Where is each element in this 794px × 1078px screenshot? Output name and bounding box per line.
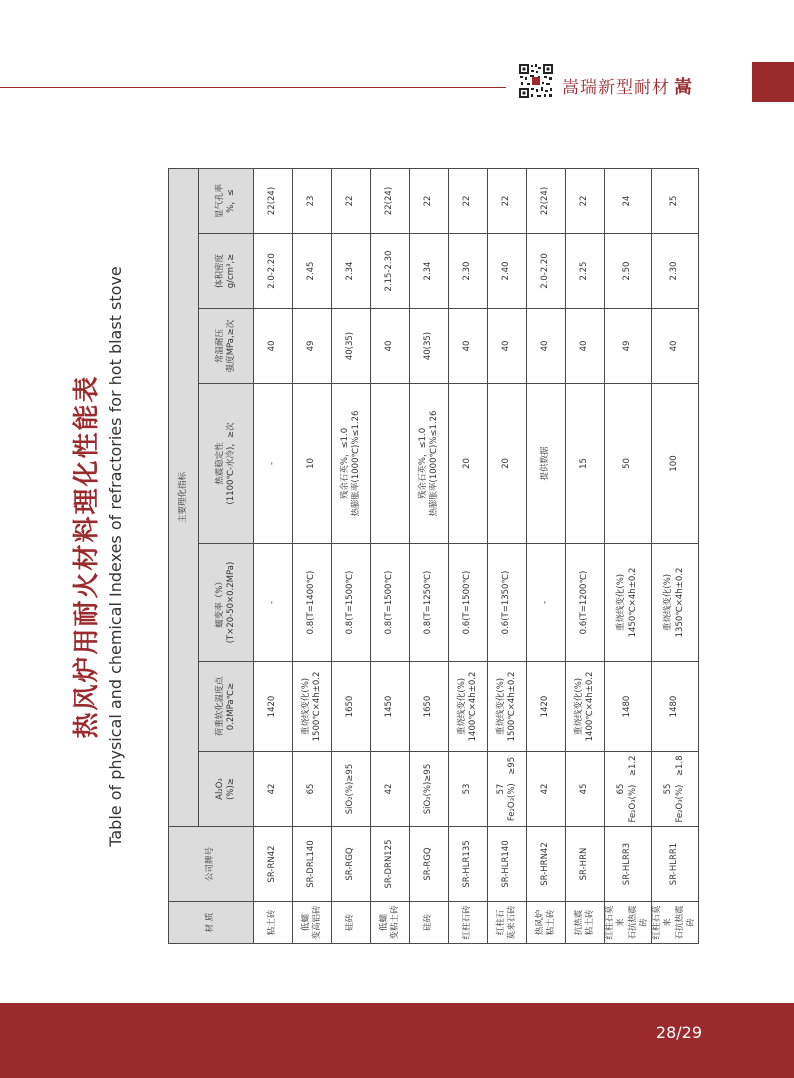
cell-al2o3: 53: [449, 752, 488, 827]
cell-bulk-density: 2.45: [293, 234, 332, 309]
header-rule: [0, 87, 506, 88]
cell-thermal-shock: 50: [605, 384, 652, 544]
header-material: 材 质: [169, 902, 254, 944]
cell-cold-strength: 40(35): [332, 309, 371, 384]
cell-load-softening: 1650: [332, 662, 371, 752]
cell-porosity: 22: [566, 168, 605, 233]
header-porosity: 显气孔率 %，≤: [199, 168, 254, 233]
cell-cold-strength: 40: [254, 309, 293, 384]
cell-thermal-shock: 20: [488, 384, 527, 544]
table-row: [488, 168, 527, 943]
cell-material: 红柱石莫来 石抗热震砖: [605, 902, 652, 944]
table-row: [410, 168, 449, 943]
title-en: Table of physical and chemical Indexes of refractories for hot blast stove: [106, 266, 125, 847]
cell-thermal-shock: 100: [651, 384, 698, 544]
cell-brand: SR-RGQ: [410, 827, 449, 902]
cell-al2o3: 45: [566, 752, 605, 827]
cell-brand: SR-RN42: [254, 827, 293, 902]
cell-material: 红柱石砖: [449, 902, 488, 944]
cell-load-softening: 1650: [410, 662, 449, 752]
cell-al2o3: 55 Fe₂O₃(%) ≥1.8: [651, 752, 698, 827]
cell-porosity: 22: [449, 168, 488, 233]
cell-material: 硅砖: [332, 902, 371, 944]
cell-bulk-density: 2.34: [332, 234, 371, 309]
cell-bulk-density: 2.0-2.20: [254, 234, 293, 309]
cell-load-softening: 重烧线变化(%) 1500℃×4h±0.2: [488, 662, 527, 752]
cell-cold-strength: 40: [527, 309, 566, 384]
cell-al2o3: 57 Fe₂O₃(%) ≥95: [488, 752, 527, 827]
cell-load-softening: 重烧线变化(%) 1500℃×4h±0.2: [293, 662, 332, 752]
cell-brand: SR-HRN: [566, 827, 605, 902]
rotated-table-panel: [72, 169, 697, 944]
cell-bulk-density: 2.15-2.30: [371, 234, 410, 309]
cell-al2o3: 42: [371, 752, 410, 827]
cell-al2o3: 65 Fe₂O₃(%) ≥1.2: [605, 752, 652, 827]
cell-porosity: 22: [332, 168, 371, 233]
cell-material: 抗热震 粘土砖: [566, 902, 605, 944]
cell-material: 红柱石莫来 石抗热震砖: [651, 902, 698, 944]
cell-cold-strength: 49: [293, 309, 332, 384]
cell-brand: SR-DRL140: [293, 827, 332, 902]
properties-table: [168, 168, 699, 944]
table-row: [651, 168, 698, 943]
cell-bulk-density: 2.40: [488, 234, 527, 309]
cell-material: 粘土砖: [254, 902, 293, 944]
cell-cold-strength: 40(35): [410, 309, 449, 384]
cell-al2o3: SiO₂(%)≥95: [410, 752, 449, 827]
cell-thermal-shock: 提供数据: [527, 384, 566, 544]
table-row: [605, 168, 652, 943]
cell-cold-strength: 40: [651, 309, 698, 384]
cell-cold-strength: 40: [566, 309, 605, 384]
table-row: [254, 168, 293, 943]
cell-material: 低蠕 变高铝砖: [293, 902, 332, 944]
cell-creep: 0.8(T=1400℃): [293, 544, 332, 662]
cell-porosity: 22(24): [254, 168, 293, 233]
cell-thermal-shock: 10: [293, 384, 332, 544]
header-main-indexes: 主要理化指标: [169, 168, 199, 826]
header-load-softening: 荷重软化温度点 0.2MPa℃≥: [199, 662, 254, 752]
cell-thermal-shock: 15: [566, 384, 605, 544]
cell-cold-strength: 40: [371, 309, 410, 384]
cell-porosity: 23: [293, 168, 332, 233]
header-cold-strength: 常温耐压 强度MPa,≥次: [199, 309, 254, 384]
cell-brand: SR-HLRR3: [605, 827, 652, 902]
cell-load-softening: 1420: [527, 662, 566, 752]
table-row: [332, 168, 371, 943]
cell-porosity: 22: [410, 168, 449, 233]
cell-thermal-shock: 残余石英%，≤1.0 热膨胀率(1000℃)%≤1.26: [410, 384, 449, 544]
table-row: [371, 168, 410, 943]
title-cn: 热风炉用耐火材料理化性能表: [72, 374, 102, 739]
header-creep: 蠕变率（%） (T×20-50×0.2MPa): [199, 544, 254, 662]
cell-cold-strength: 49: [605, 309, 652, 384]
cell-al2o3: 65: [293, 752, 332, 827]
cell-load-softening: 1480: [651, 662, 698, 752]
cell-material: 红柱石 莫来石砖: [488, 902, 527, 944]
cell-material: 硅砖: [410, 902, 449, 944]
cell-al2o3: SiO₂(%)≥95: [332, 752, 371, 827]
cell-creep: -: [527, 544, 566, 662]
cell-bulk-density: 2.34: [410, 234, 449, 309]
cell-creep: -: [254, 544, 293, 662]
cell-porosity: 22(24): [527, 168, 566, 233]
cell-thermal-shock: 残余石英%，≤1.0 热膨胀率(1000℃)%≤1.26: [332, 384, 371, 544]
cell-creep: 0.6(T=1350℃): [488, 544, 527, 662]
cell-load-softening: 1420: [254, 662, 293, 752]
cell-material: 热风炉 粘土砖: [527, 902, 566, 944]
page-number: 28/29: [655, 1023, 702, 1042]
header-thermal-shock: 热震稳定性 (1100℃-水冷)，≥次: [199, 384, 254, 544]
cell-brand: SR-DRN125: [371, 827, 410, 902]
table-row: [566, 168, 605, 943]
brand-logo-mark: 嵩: [674, 77, 693, 98]
cell-bulk-density: 2.0-2.20: [527, 234, 566, 309]
cell-brand: SR-HLRR1: [651, 827, 698, 902]
cell-bulk-density: 2.25: [566, 234, 605, 309]
header-bulk-density: 体积密度 g/cm³,≥: [199, 234, 254, 309]
cell-al2o3: 42: [254, 752, 293, 827]
cell-cold-strength: 40: [488, 309, 527, 384]
cell-creep: 重烧线变化(%) 1350℃×4h±0.2: [651, 544, 698, 662]
cell-brand: SR-HLR140: [488, 827, 527, 902]
cell-load-softening: 1450: [371, 662, 410, 752]
footer-bar: [0, 1003, 794, 1078]
cell-al2o3: 42: [527, 752, 566, 827]
header-brand: 公司牌号: [169, 827, 254, 902]
brand-text: 嵩瑞新型耐材: [562, 78, 670, 98]
cell-cold-strength: 40: [449, 309, 488, 384]
cell-creep: 0.8(T=1500℃): [371, 544, 410, 662]
cell-brand: SR-RGQ: [332, 827, 371, 902]
cell-brand: SR-HRN42: [527, 827, 566, 902]
cell-creep: 重烧线变化(%) 1450℃×4h±0.2: [605, 544, 652, 662]
cell-bulk-density: 2.30: [651, 234, 698, 309]
table-row: [449, 168, 488, 943]
cell-thermal-shock: 20: [449, 384, 488, 544]
cell-creep: 0.8(T=1500℃): [332, 544, 371, 662]
cell-brand: SR-HLR135: [449, 827, 488, 902]
cell-porosity: 22: [488, 168, 527, 233]
header-accent-block: [752, 62, 794, 102]
table-row: [293, 168, 332, 943]
cell-thermal-shock: [371, 384, 410, 544]
cell-load-softening: 重烧线变化(%) 1400℃×4h±0.2: [566, 662, 605, 752]
qr-code-icon: [518, 63, 554, 99]
cell-porosity: 22(24): [371, 168, 410, 233]
cell-load-softening: 重烧线变化(%) 1400℃×4h±0.2: [449, 662, 488, 752]
header-al2o3: Al₂O₃ (%)≥: [199, 752, 254, 827]
cell-bulk-density: 2.50: [605, 234, 652, 309]
cell-porosity: 25: [651, 168, 698, 233]
cell-creep: 0.6(T=1200℃): [566, 544, 605, 662]
cell-material: 低蠕 变粘土砖: [371, 902, 410, 944]
cell-load-softening: 1480: [605, 662, 652, 752]
cell-thermal-shock: -: [254, 384, 293, 544]
cell-porosity: 24: [605, 168, 652, 233]
cell-creep: 0.6(T=1500℃): [449, 544, 488, 662]
cell-creep: 0.8(T=1250℃): [410, 544, 449, 662]
cell-bulk-density: 2.30: [449, 234, 488, 309]
table-row: [527, 168, 566, 943]
brand-name: [562, 73, 693, 99]
